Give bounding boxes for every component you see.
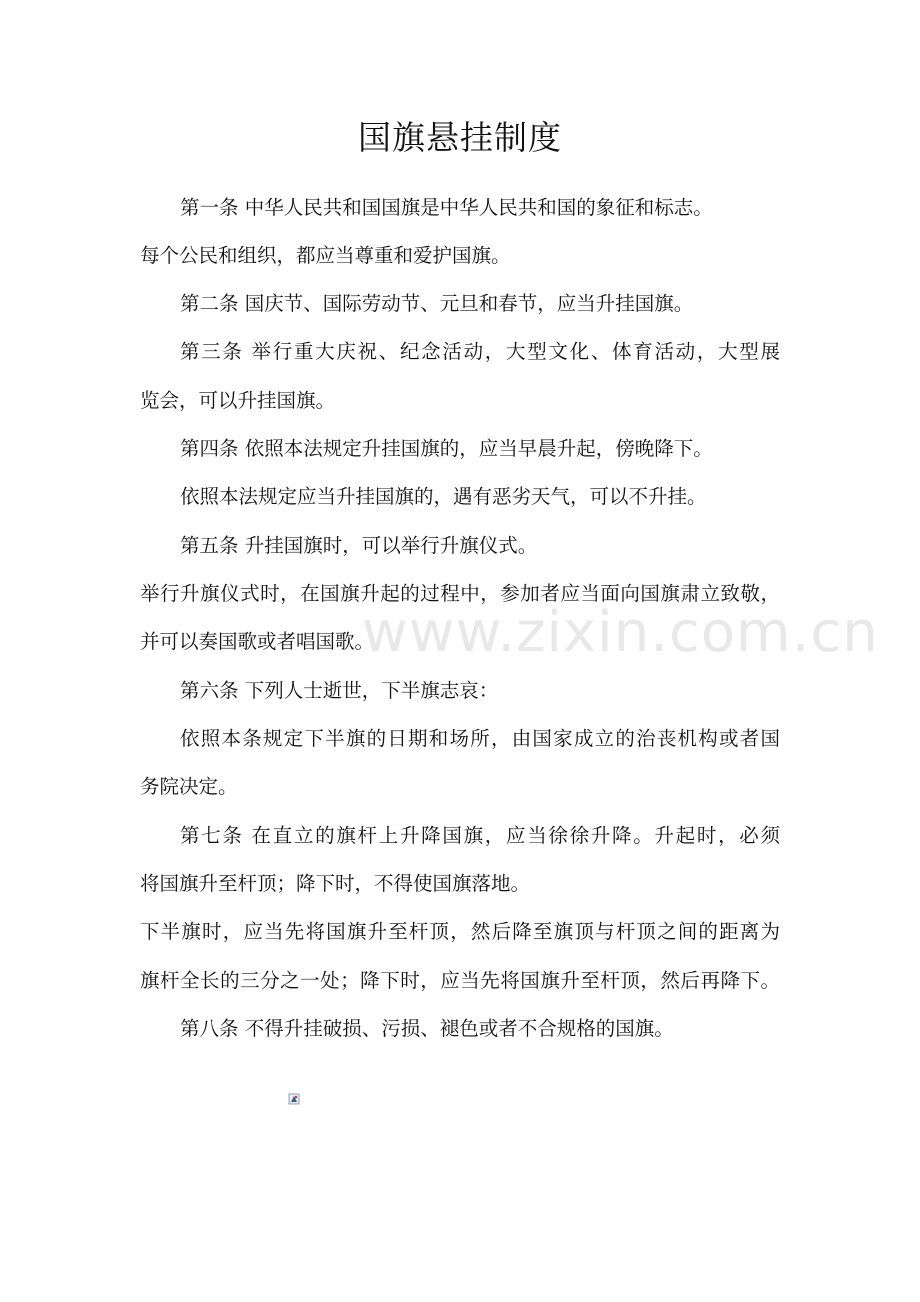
- article-6-line-2: 依照本条规定下半旗的日期和场所，由国家成立的治丧机构或者国: [180, 727, 780, 750]
- article-1-line-2: 每个公民和组织，都应当尊重和爱护国旗。: [140, 244, 511, 267]
- article-7-line-3: 下半旗时，应当先将国旗升至杆顶，然后降至旗顶与杆顶之间的距离为: [140, 920, 780, 943]
- article-8-line-1: 第八条 不得升挂破损、污损、褪色或者不合规格的国旗。: [180, 1017, 674, 1040]
- article-7-line-2: 将国旗升至杆顶；降下时，不得使国旗落地。: [140, 872, 531, 895]
- article-5-line-2: 举行升旗仪式时，在国旗升起的过程中，参加者应当面向国旗肃立致敬，: [140, 582, 780, 605]
- article-3-line-1: 第三条 举行重大庆祝、纪念活动，大型文化、体育活动，大型展: [180, 340, 780, 363]
- article-1-line-1: 第一条 中华人民共和国国旗是中华人民共和国的象征和标志。: [180, 196, 713, 219]
- watermark: www.zixin.com.cn: [362, 600, 879, 665]
- article-3-line-2: 览会，可以升挂国旗。: [140, 389, 336, 412]
- article-5-line-1: 第五条 升挂国旗时，可以举行升旗仪式。: [180, 534, 538, 557]
- page-title: 国旗悬挂制度: [358, 118, 562, 157]
- article-6-line-1: 第六条 下列人士逝世，下半旗志哀：: [180, 679, 499, 702]
- article-4-line-2: 依照本法规定应当升挂国旗的，遇有恶劣天气，可以不升挂。: [180, 485, 707, 508]
- article-7-line-4: 旗杆全长的三分之一处；降下时，应当先将国旗升至杆顶，然后再降下。: [140, 969, 780, 992]
- article-2-line-1: 第二条 国庆节、国际劳动节、元旦和春节，应当升挂国旗。: [180, 292, 694, 315]
- article-7-line-1: 第七条 在直立的旗杆上升降国旗，应当徐徐升降。升起时，必须: [180, 824, 780, 847]
- document-small-icon: [288, 1093, 300, 1105]
- article-4-line-1: 第四条 依照本法规定升挂国旗的，应当早晨升起，傍晚降下。: [180, 437, 713, 460]
- article-5-line-3: 并可以奏国歌或者唱国歌。: [140, 630, 375, 653]
- article-6-line-3: 务院决定。: [140, 775, 238, 798]
